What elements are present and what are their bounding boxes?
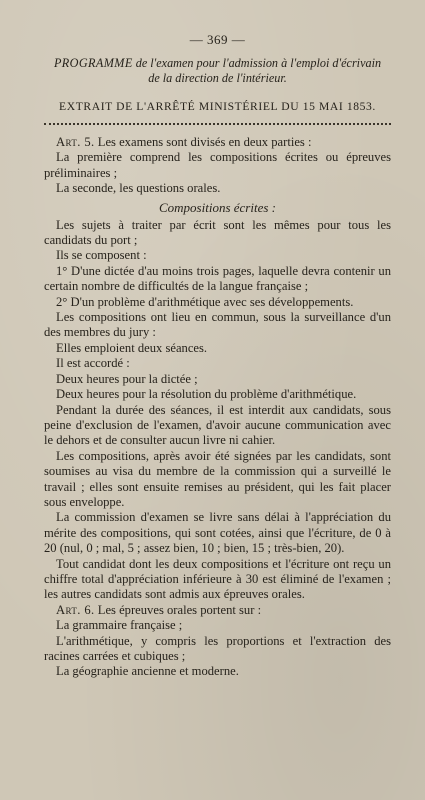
article-5-text: Les examens sont divisés en deux parties :: [94, 135, 312, 149]
heading-programme: PROGRAMME: [53, 56, 133, 70]
paragraph: 2° D'un problème d'arithmétique avec ses développements.: [56, 294, 354, 309]
paragraph: La seconde, les questions orales.: [56, 181, 221, 196]
document-heading: [44, 56, 391, 86]
heading-line-1: [44, 56, 391, 71]
article-5: [44, 135, 391, 150]
heading-line-1-rest: de l'examen pour l'admission à l'emploi d'écrivain: [132, 56, 382, 70]
article-6: [44, 603, 391, 618]
paragraph: Les sujets à traiter par écrit sont les mêmes pour tous les candidats du port ;: [44, 217, 391, 248]
paragraph: La commission d'examen se livre sans délai à l'appréciation du mérite des compositions, qui sont cotées, ainsi que l'écriture, de 0 à 20 (nul, 0 ; mal, 5 ; assez bien, 10 ; bien, 15 ; très-bien, 20).: [44, 510, 391, 556]
paragraph: Les compositions, après avoir été signées par les candidats, sont soumises au visa du membre de la commission qui a surveillé le travail ; elles sont ensuite remises au président, qui les fait placer sous enveloppe.: [44, 448, 391, 509]
dotted-divider: [44, 123, 391, 125]
section-subheading: Compositions écrites :: [159, 199, 276, 215]
paragraph: La géographie ancienne et moderne.: [56, 664, 239, 679]
article-6-text: Les épreuves orales portent sur :: [94, 602, 262, 617]
paragraph: Pendant la durée des séances, il est interdit aux candidats, sous peine d'exclusion de l'examen, d'avoir aucune communication avec le dehors et de consulter aucun livre ni cahier.: [44, 402, 391, 448]
paragraph: Il est accordé :: [56, 356, 130, 371]
article-5-label: Art. 5.: [56, 135, 95, 149]
paragraph: La première comprend les compositions écrites ou épreuves préliminaires ;: [44, 150, 391, 180]
paragraph: 1° D'une dictée d'au moins trois pages, laquelle devra contenir un certain nombre de difficultés de la langue française ;: [44, 263, 391, 294]
paragraph: Deux heures pour la résolution du problème d'arithmétique.: [56, 387, 357, 402]
paragraph: Les compositions ont lieu en commun, sous la surveillance d'un des membres du jury :: [44, 310, 391, 340]
paragraph: Deux heures pour la dictée ;: [56, 371, 198, 386]
article-6-label: Art. 6.: [56, 602, 95, 617]
paragraph: La grammaire française ;: [56, 618, 183, 633]
heading-line-2: de la direction de l'intérieur.: [148, 71, 287, 85]
paragraph: Ils se composent :: [56, 248, 147, 263]
paragraph: Tout candidat dont les deux compositions et l'écriture ont reçu un chiffre total d'appréciation inférieure à 30 est éliminé de l'examen ; les autres candidats sont admis aux épreuves orales.: [44, 556, 391, 602]
decree-extract-title: EXTRAIT DE L'ARRÊTÉ MINISTÉRIEL DU 15 MAI 1853.: [59, 100, 376, 113]
paragraph: Elles emploient deux séances.: [56, 340, 208, 355]
page-number: — 369 —: [189, 32, 246, 47]
paragraph: L'arithmétique, y compris les proportions et l'extraction des racines carrées et cubiques ;: [44, 633, 391, 663]
